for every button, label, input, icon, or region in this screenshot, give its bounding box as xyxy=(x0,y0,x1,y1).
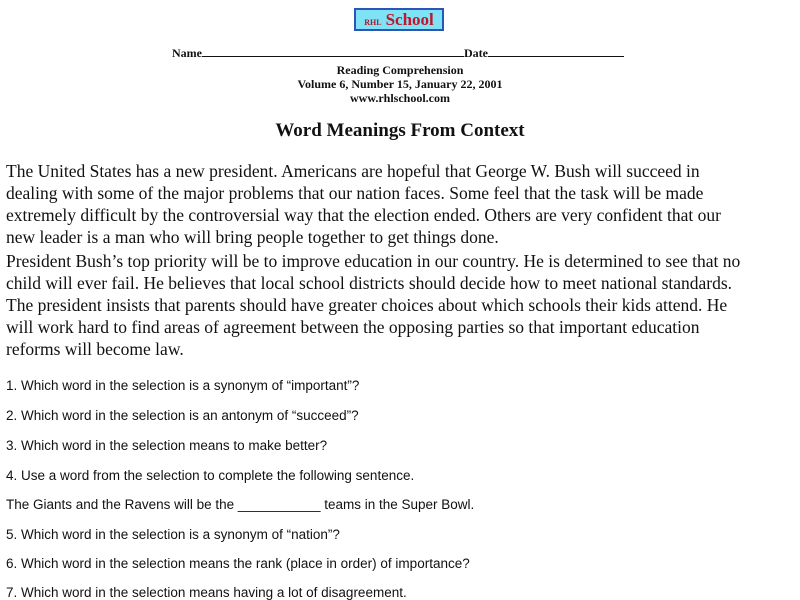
question-2: 2. Which word in the selection is an antonym of “succeed”? xyxy=(6,408,359,423)
subject: Reading Comprehension xyxy=(336,63,464,77)
line: The president insists that parents should have greater choices about which schools their kids attend. He xyxy=(6,295,728,315)
name-date-line xyxy=(172,46,624,61)
line: new leader is a man who will bring people together to get things done. xyxy=(6,227,499,247)
line: child will ever fail. He believes that local school districts should decide how to meet national standards. xyxy=(6,273,733,293)
line: will work hard to find areas of agreement between the opposing parties so that important education xyxy=(6,317,700,337)
question-7: 7. Which word in the selection means having a lot of disagreement. xyxy=(6,585,407,600)
date-label: Date xyxy=(464,46,488,60)
name-blank xyxy=(202,46,464,57)
question-1: 1. Which word in the selection is a synonym of “important”? xyxy=(6,378,360,393)
line: extremely difficult by the controversial way that the election ended. Others are very confident that our xyxy=(6,205,721,225)
paragraph-2 xyxy=(6,250,740,360)
line: dealing with some of the major problems that our nation faces. Some feel that the task will be made xyxy=(6,183,704,203)
paragraph-1 xyxy=(6,160,721,248)
question-4-sentence: The Giants and the Ravens will be the ___________ teams in the Super Bowl. xyxy=(6,497,475,512)
question-5: 5. Which word in the selection is a synonym of “nation”? xyxy=(6,527,340,542)
line: The United States has a new president. Americans are hopeful that George W. Bush will succeed in xyxy=(6,161,700,181)
page-title: Word Meanings From Context xyxy=(275,120,525,141)
line: President Bush’s top priority will be to improve education in our country. He is determined to see that no xyxy=(6,251,741,271)
question-4: 4. Use a word from the selection to complete the following sentence. xyxy=(6,468,415,483)
name-label: Name xyxy=(172,46,202,60)
rhl-school-logo xyxy=(354,8,444,31)
logo-small-text: RHL xyxy=(364,18,382,27)
question-6: 6. Which word in the selection means the rank (place in order) of importance? xyxy=(6,556,470,571)
line: reforms will become law. xyxy=(6,339,184,359)
website: www.rhlschool.com xyxy=(350,91,450,105)
logo-big-text: School xyxy=(385,10,434,29)
question-3: 3. Which word in the selection means to make better? xyxy=(6,438,328,453)
date-blank xyxy=(488,46,624,57)
issue: Volume 6, Number 15, January 22, 2001 xyxy=(297,77,503,91)
